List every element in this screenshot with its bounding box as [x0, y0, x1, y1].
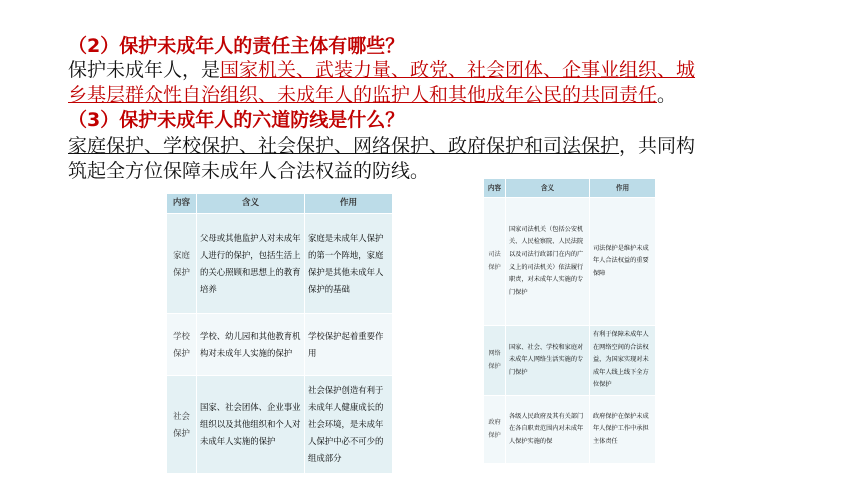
table-1-row-1-meaning: 父母或其他监护人对未成年人进行的保护，包括生活上的关心照顾和思想上的教育培养 [197, 214, 305, 314]
answer-3-line-2 [68, 159, 429, 183]
answer-2-highlight-1: 国家机关、武装力量、政党、社会团体、企事业组织、城 [220, 59, 696, 81]
table-1-row-1-role: 家庭是未成年人保护的第一个阵地，家庭保护是其他未成年人保护的基础 [305, 214, 393, 314]
answer-3-line-1 [68, 134, 695, 158]
table-1-row-2-name: 学校保护 [167, 314, 197, 376]
protection-table-2 [483, 178, 656, 464]
table-2-header-content: 内容 [484, 179, 506, 198]
table-2-header-role: 作用 [590, 179, 656, 198]
question-2 [68, 34, 404, 58]
question-2-title: （2）保护未成年人的责任主体有哪些？ [68, 35, 405, 57]
table-2-row-3-meaning: 各级人民政府及其有关部门在各自职责范围内对未成年人保护实施的保 [506, 396, 590, 464]
table-row [484, 396, 656, 464]
table-2-row-3-name: 政府保护 [484, 396, 506, 464]
answer-3-underlined: 家庭保护、学校保护、社会保护、网络保护、政府保护和司法保护 [68, 135, 620, 157]
table-row [484, 326, 656, 396]
table-2-header-meaning: 含义 [506, 179, 590, 198]
answer-3-rest: ，共同构 [619, 135, 696, 157]
answer-2-end: 。 [657, 84, 677, 106]
table-2-row-1-role: 司法保护是维护未成年人合法权益的重要保障 [590, 198, 656, 326]
table-row [484, 198, 656, 326]
table-1-header [167, 194, 393, 214]
question-3-title: （3）保护未成年人的六道防线是什么？ [68, 109, 405, 131]
table-2-row-2-name: 网络保护 [484, 326, 506, 396]
table-1-row-1-name: 家庭保护 [167, 214, 197, 314]
answer-2-line-2 [68, 83, 676, 107]
table-1-row-2-role: 学校保护起着重要作用 [305, 314, 393, 376]
table-2-row-1-name: 司法保护 [484, 198, 506, 326]
answer-2-line-1 [68, 58, 695, 82]
table-row [167, 214, 393, 314]
table-2-row-1-meaning: 国家司法机关（包括公安机关、人民检察院、人民法院以及司法行政部门在内的广义上的司法机关）依法履行职责，对未成年人实施的专门保护 [506, 198, 590, 326]
protection-table-1 [166, 193, 393, 474]
table-1-row-3-name: 社会保护 [167, 376, 197, 474]
table-row [167, 376, 393, 474]
answer-2-prefix: 保护未成年人，是 [68, 59, 221, 81]
answer-2-highlight-2: 乡基层群众性自治组织、未成年人的监护人和其他成年公民的共同责任 [68, 84, 658, 106]
table-1-row-2-meaning: 学校、幼儿园和其他教育机构对未成年人实施的保护 [197, 314, 305, 376]
table-2-row-2-meaning: 国家、社会、学校和家庭对未成年人网络生活实施的专门保护 [506, 326, 590, 396]
question-3 [68, 108, 404, 132]
table-1-row-3-role: 社会保护创造有利于未成年人健康成长的社会环境，是未成年人保护中必不可少的组成部分 [305, 376, 393, 474]
table-1-row-3-meaning: 国家、社会团体、企业事业组织以及其他组织和个人对未成年人实施的保护 [197, 376, 305, 474]
answer-3-line-2-text: 筑起全方位保障未成年人合法权益的防线。 [68, 160, 430, 182]
table-2-row-3-role: 政府保护在保护未成年人保护工作中承担主体责任 [590, 396, 656, 464]
table-2-header [484, 179, 656, 198]
table-2-row-2-role: 有利于保障未成年人在网络空间的合法权益，为国家实现对未成年人线上线下全方位保护 [590, 326, 656, 396]
table-1-header-meaning: 含义 [197, 194, 305, 214]
table-1-header-role: 作用 [305, 194, 393, 214]
table-1-header-content: 内容 [167, 194, 197, 214]
table-row [167, 314, 393, 376]
